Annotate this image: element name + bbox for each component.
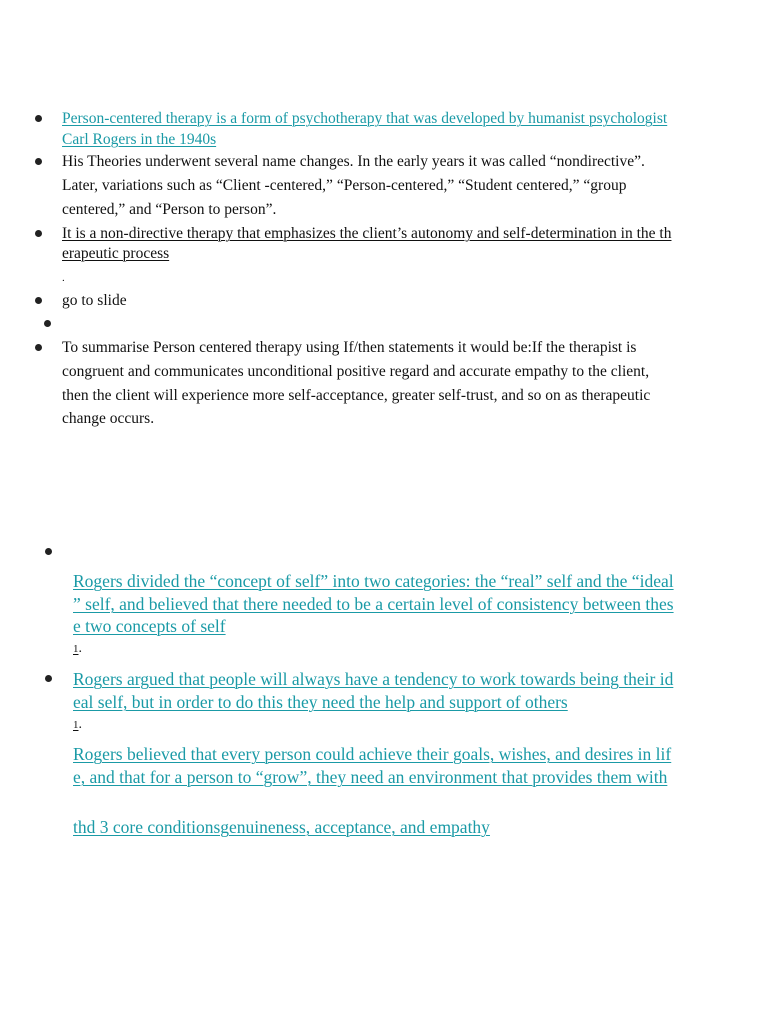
bullet-icon bbox=[45, 675, 52, 682]
bullet-icon bbox=[45, 548, 52, 555]
underlined-text: erapeutic process bbox=[62, 245, 170, 262]
link-text[interactable]: e, and that for a person to “grow”, they need an environment that provides them with bbox=[73, 767, 668, 787]
footnote-ref bbox=[73, 719, 82, 731]
body-text: change occurs. bbox=[62, 410, 155, 427]
footnote-number: 1 bbox=[73, 643, 79, 655]
body-text: His Theories underwent several name changes. In the early years it was called “nondirective”. bbox=[62, 153, 645, 170]
bullet-icon bbox=[35, 344, 42, 351]
body-text: go to slide bbox=[62, 292, 127, 309]
body-text: congruent and communicates unconditional positive regard and accurate empathy to the client, bbox=[62, 363, 650, 380]
link-text[interactable]: Rogers argued that people will always have a tendency to work towards being their id bbox=[73, 669, 674, 689]
underlined-text: It is a non-directive therapy that emphasizes the client’s autonomy and self-determination in the th bbox=[62, 225, 672, 242]
bullet-icon bbox=[44, 320, 51, 327]
body-text: centered,” and “Person to person”. bbox=[62, 201, 277, 218]
footnote-ref bbox=[73, 643, 82, 655]
bullet-icon bbox=[35, 297, 42, 304]
link-text[interactable]: Person-centered therapy is a form of psychotherapy that was developed by humanist psychologist bbox=[62, 110, 668, 127]
link-text[interactable]: Carl Rogers in the 1940s bbox=[62, 131, 217, 148]
stray-mark: . bbox=[62, 272, 65, 284]
body-text: To summarise Person centered therapy using If/then statements it would be:If the therapist is bbox=[62, 339, 637, 356]
body-text: then the client will experience more self-acceptance, greater self-trust, and so on as therapeutic bbox=[62, 387, 651, 404]
link-text[interactable]: Rogers divided the “concept of self” into two categories: the “real” self and the “ideal bbox=[73, 571, 674, 591]
footnote-punct: . bbox=[78, 641, 82, 656]
bullet-icon bbox=[35, 115, 42, 122]
link-text[interactable]: eal self, but in order to do this they need the help and support of others bbox=[73, 692, 568, 712]
bullet-icon bbox=[35, 230, 42, 237]
footnote-number: 1 bbox=[73, 719, 79, 731]
link-text[interactable]: ” self, and believed that there needed to be a certain level of consistency between thes bbox=[73, 594, 674, 614]
footnote-punct: . bbox=[78, 717, 82, 732]
body-text: Later, variations such as “Client -centered,” “Person-centered,” “Student centered,” “group bbox=[62, 177, 627, 194]
link-text[interactable]: e two concepts of self bbox=[73, 616, 226, 636]
bullet-icon bbox=[35, 158, 42, 165]
link-text[interactable]: Rogers believed that every person could achieve their goals, wishes, and desires in lif bbox=[73, 744, 672, 764]
link-text[interactable]: thd 3 core conditionsgenuineness, acceptance, and empathy bbox=[73, 817, 490, 837]
